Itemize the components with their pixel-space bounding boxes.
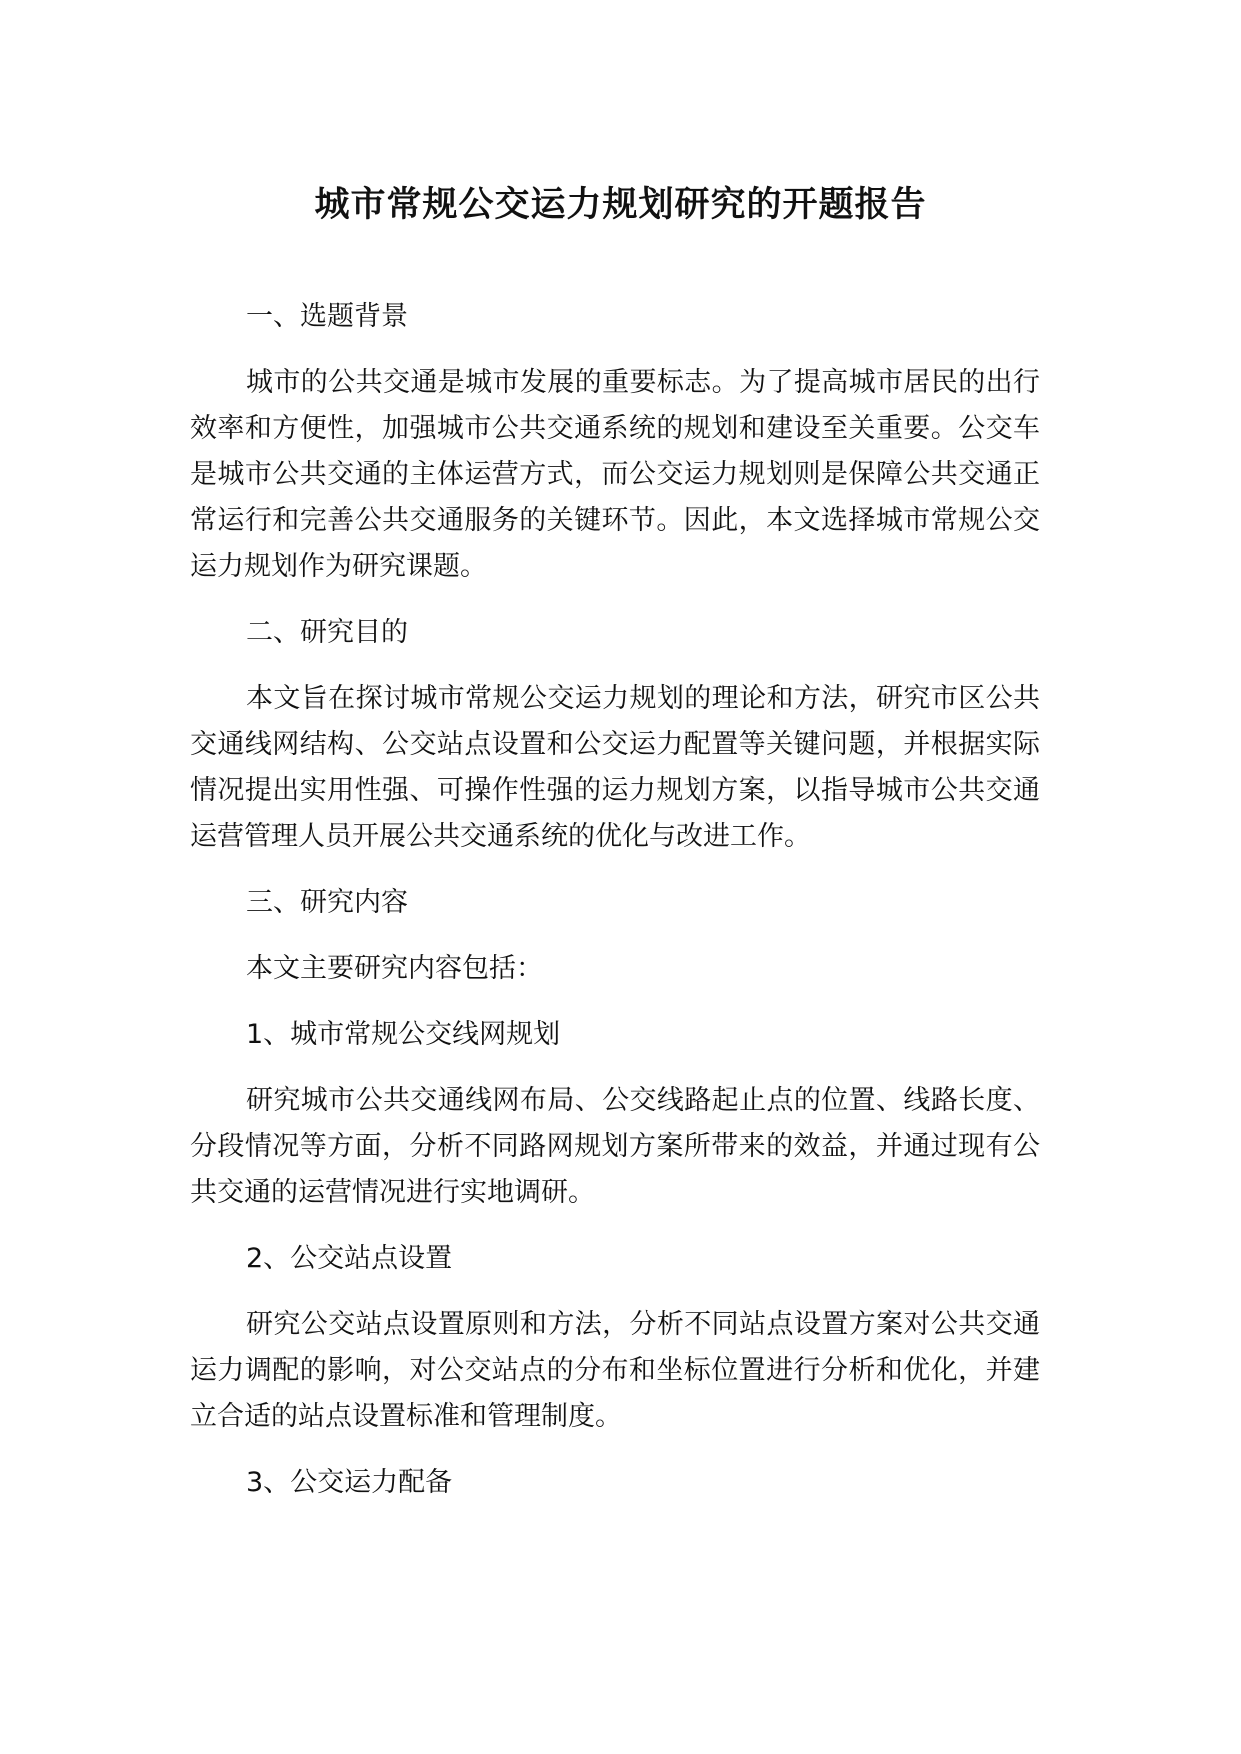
subsection-heading-network-planning: 1、城市常规公交线网规划 xyxy=(246,1019,561,1050)
background-paragraph: 城市的公共交通是城市发展的重要标志。为了提高城市居民的出行效率和方便性，加强城市公共交通系统的规划和建设至关重要。公交车是城市公共交通的主体运营方式，而公交运力规划则是保障公共交通正常运行和完善公共交通服务的关键环节。因此，本文选择城市常规公交运力规划作为研究课题。 xyxy=(190,367,1040,582)
subsection-heading-capacity: 3、公交运力配备 xyxy=(246,1467,453,1498)
document-title: 城市常规公交运力规划研究的开题报告 xyxy=(314,185,927,225)
purpose-paragraph: 本文旨在探讨城市常规公交运力规划的理论和方法，研究市区公共交通线网结构、公交站点设置和公交运力配置等关键问题，并根据实际情况提出实用性强、可操作性强的运力规划方案，以指导城市公共交通运营管理人员开展公共交通系统的优化与改进工作。 xyxy=(190,683,1040,852)
section-heading-purpose: 二、研究目的 xyxy=(246,617,408,648)
stop-setting-paragraph: 研究公交站点设置原则和方法，分析不同站点设置方案对公共交通运力调配的影响，对公交站点的分布和坐标位置进行分析和优化，并建立合适的站点设置标准和管理制度。 xyxy=(190,1309,1040,1432)
content-intro-paragraph: 本文主要研究内容包括： xyxy=(246,953,543,984)
subsection-heading-stop-setting: 2、公交站点设置 xyxy=(246,1243,453,1274)
network-planning-paragraph: 研究城市公共交通线网布局、公交线路起止点的位置、线路长度、分段情况等方面，分析不同路网规划方案所带来的效益，并通过现有公共交通的运营情况进行实地调研。 xyxy=(190,1085,1040,1208)
document-body xyxy=(190,294,1040,1526)
section-heading-content: 三、研究内容 xyxy=(246,887,408,918)
section-heading-background: 一、选题背景 xyxy=(246,301,408,332)
